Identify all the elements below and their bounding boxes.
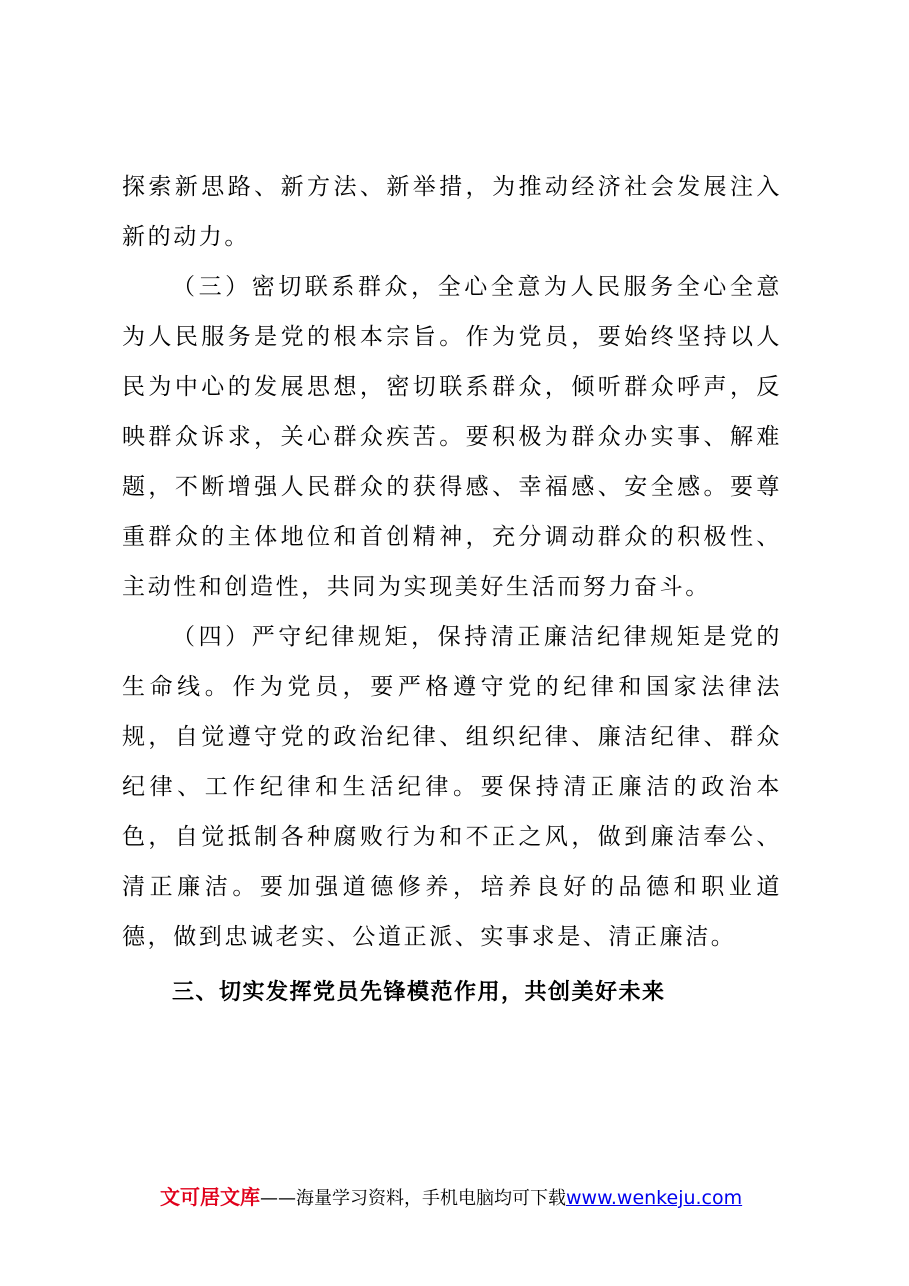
paragraph-continuation: 探索新思路、新方法、新举措，为推动经济社会发展注入新的动力。 [122,174,782,250]
footer-url-link[interactable]: www.wenkeju.com [566,1187,743,1209]
footer-watermark [160,1183,800,1213]
paragraph-section-4: （四）严守纪律规矩，保持清正廉洁纪律规矩是党的生命线。作为党员，要严格遵守党的纪律和国家法律法规，自觉遵守党的政治纪律、组织纪律、廉洁纪律、群众纪律、工作纪律和生活纪律。要保持清正廉洁的政治本色，自觉抵制各种腐败行为和不正之风，做到廉洁奉公、清正廉洁。要加强道德修养，培养良好的品德和职业道德，做到忠诚老实、公道正派、实事求是、清正廉洁。 [122,624,782,950]
paragraph-section-3: （三）密切联系群众，全心全意为人民服务全心全意为人民服务是党的根本宗旨。作为党员，要始终坚持以人民为中心的发展思想，密切联系群众，倾听群众呼声，反映群众诉求，关心群众疾苦。要积极为群众办实事、解难题，不断增强人民群众的获得感、幸福感、安全感。要尊重群众的主体地位和首创精神，充分调动群众的积极性、主动性和创造性，共同为实现美好生活而努力奋斗。 [122,274,782,600]
section-heading: 三、切实发挥党员先锋模范作用，共创美好未来 [172,980,666,1005]
footer-slogan: ——海量学习资料，手机电脑均可下载 [260,1188,566,1209]
footer-brand: 文可居文库 [160,1185,260,1209]
document-body [122,162,782,1018]
